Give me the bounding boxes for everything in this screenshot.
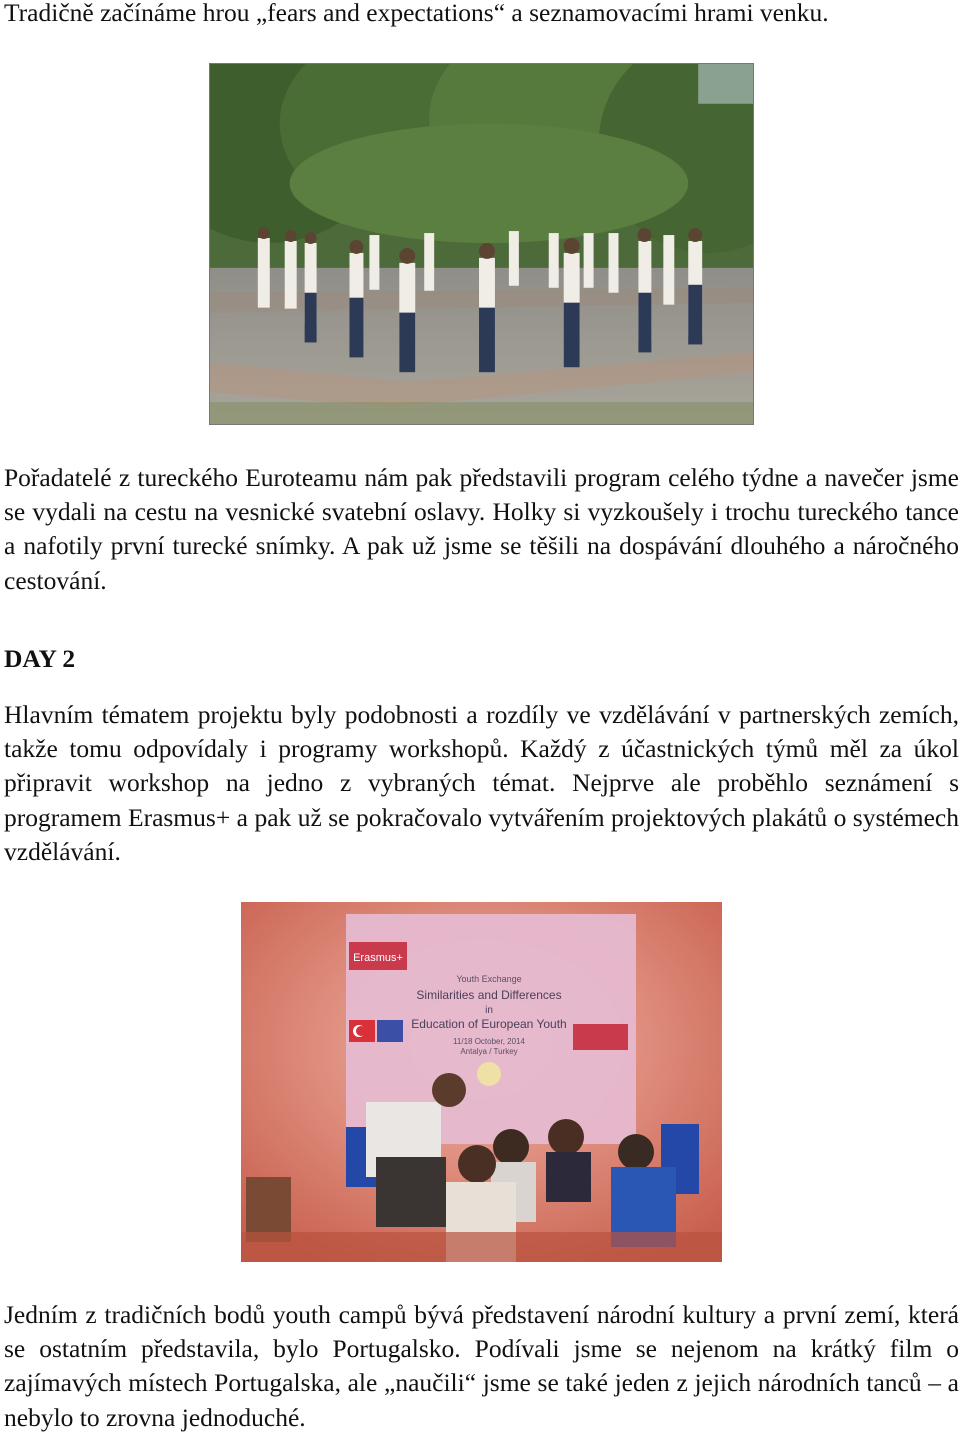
outdoor-games-photo <box>209 63 754 425</box>
outdoor-games-image <box>210 64 753 424</box>
workshops-paragraph: Hlavním tématem projektu byly podobnosti a rozdíly ve vzdělávání v partnerských zemích, takže tomu odpovídaly i programy workshopů. Každý z účastnických týmů měl za úkol připravit workshop na jedno z vybraných témat. Nejprve ale proběhlo seznámení s programem Erasmus+ a pak už se pokračovalo vytvářením projektových plakátů o systémech vzdělávání. <box>4 700 959 866</box>
eu-flag <box>377 1020 403 1042</box>
workshop-photo <box>241 902 722 1262</box>
portugal-paragraph: Jedním z tradičních bodů youth campů bývá představení národní kultury a první zemí, která se ostatním představila, bylo Portugalsko. Podívali jsme se nejenom na krátký film o zajímavých místech Portugalska, ale „naučili“ jsme se také jeden z jejich národních tanců – a nebylo to zrovna jednoduché. <box>4 1300 959 1432</box>
program-paragraph: Pořadatelé z tureckého Euroteamu nám pak představili program celého týdne a navečer jsme se vydali na cestu na vesnické svatební oslavy. Holky si vyzkoušely i trochu tureckého tance a nafotily první turecké snímky. A pak už jsme se těšili na dospávání dlouhého a náročného cestování. <box>4 463 959 595</box>
slide-title-line2: in <box>485 1005 493 1016</box>
intro-paragraph: Tradičně začínáme hrou „fears and expectations“ a seznamovacími hrami venku. <box>4 0 829 27</box>
emblem <box>477 1062 501 1086</box>
slide-date: 11/18 October, 2014 <box>453 1037 525 1046</box>
partner-logo <box>573 1024 628 1050</box>
day-2-heading: DAY 2 <box>4 644 76 673</box>
slide-place: Antalya / Turkey <box>460 1047 518 1056</box>
slide-title-line1: Similarities and Differences <box>416 988 562 1002</box>
slide-title-line3: Education of European Youth <box>411 1017 567 1031</box>
slide-subtitle: Youth Exchange <box>456 974 522 984</box>
workshop-image <box>241 902 722 1262</box>
erasmus-logo: Erasmus+ <box>353 952 403 964</box>
